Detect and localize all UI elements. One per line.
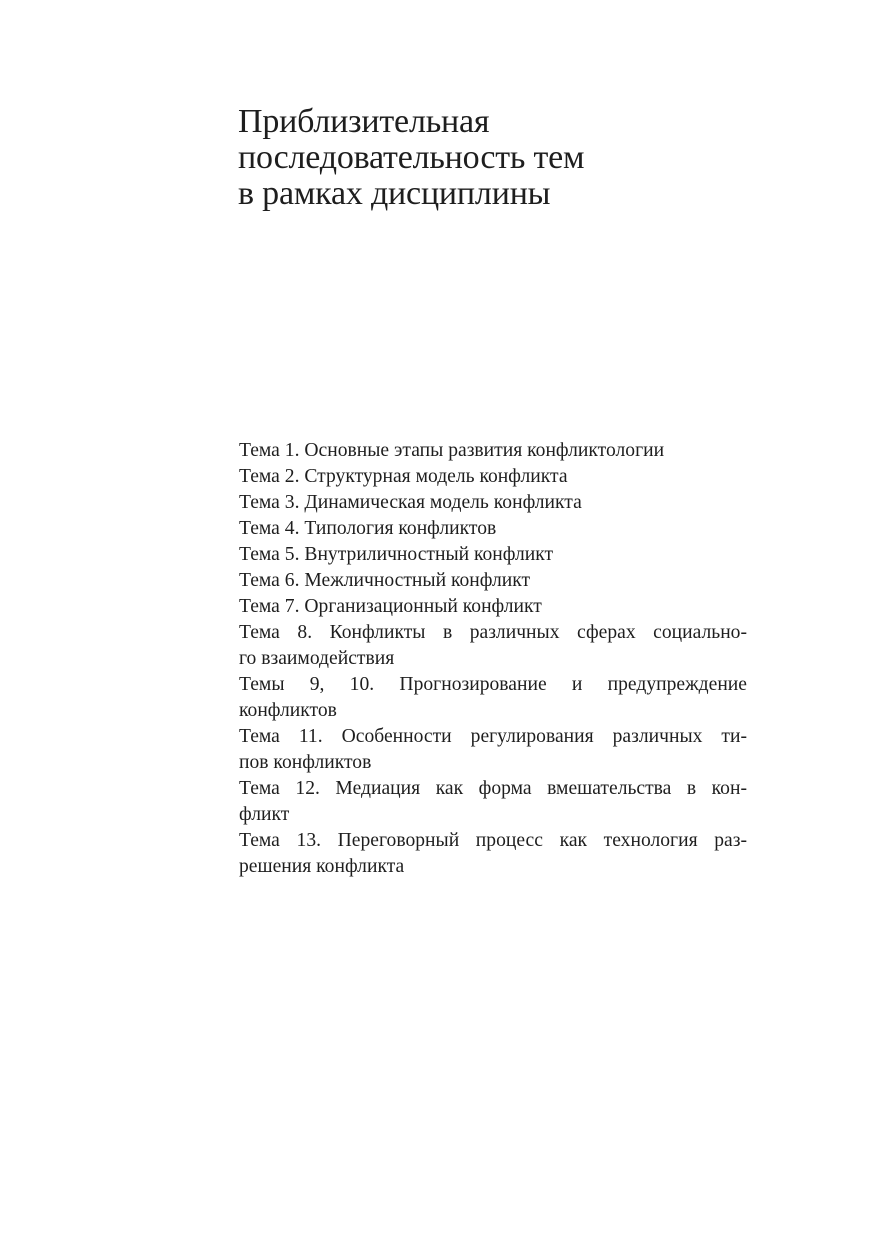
topic-line: Тема 6. Межличностный конфликт — [239, 570, 531, 591]
topic-line: Тема 11. Особенности регулирования различных ти- — [239, 726, 747, 747]
topic-item — [239, 776, 747, 828]
page-title — [238, 104, 758, 212]
page-title-line: в рамках дисциплины — [238, 175, 551, 212]
topic-item — [239, 594, 747, 620]
topic-item — [239, 828, 747, 880]
topic-list — [239, 438, 747, 880]
topic-line: Тема 12. Медиация как форма вмешательства в кон- — [239, 778, 747, 799]
topic-item — [239, 724, 747, 776]
topic-item — [239, 438, 747, 464]
topic-line: Тема 3. Динамическая модель конфликта — [239, 492, 582, 513]
topic-item — [239, 490, 747, 516]
topic-line: Тема 1. Основные этапы развития конфликтологии — [239, 440, 665, 461]
topic-line-continuation: решения конфликта — [239, 856, 405, 877]
topic-item — [239, 516, 747, 542]
page-title-line: Приблизительная — [238, 103, 490, 140]
topic-item — [239, 620, 747, 672]
topic-item — [239, 568, 747, 594]
topic-line-continuation: го взаимодействия — [239, 648, 395, 669]
topic-item — [239, 464, 747, 490]
topic-line: Тема 2. Структурная модель конфликта — [239, 466, 568, 487]
topic-item — [239, 542, 747, 568]
topic-line-continuation: пов конфликтов — [239, 752, 372, 773]
topic-line: Тема 8. Конфликты в различных сферах социально- — [239, 622, 747, 643]
topic-line: Тема 5. Внутриличностный конфликт — [239, 544, 554, 565]
topic-line: Темы 9, 10. Прогнозирование и предупреждение — [239, 674, 747, 695]
topic-line-continuation: фликт — [239, 804, 290, 825]
topic-line: Тема 7. Организационный конфликт — [239, 596, 542, 617]
topic-item — [239, 672, 747, 724]
page-title-line: последовательность тем — [238, 139, 585, 176]
topic-line-continuation: конфликтов — [239, 700, 337, 721]
topic-line: Тема 4. Типология конфликтов — [239, 518, 497, 539]
topic-line: Тема 13. Переговорный процесс как технология раз- — [239, 830, 747, 851]
